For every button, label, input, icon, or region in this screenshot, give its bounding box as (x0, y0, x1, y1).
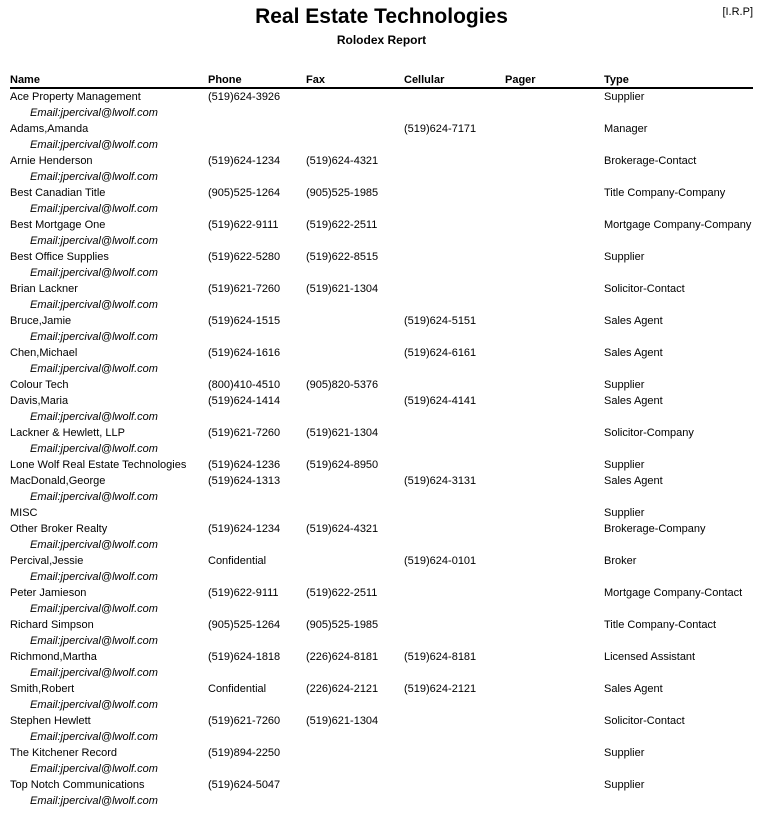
email-line: Email:jpercival@lwolf.com (30, 443, 158, 455)
name-cell: Best Mortgage One (10, 219, 106, 231)
fax-cell: (519)622-2511 (306, 219, 378, 231)
phone-cell: (519)624-1313 (208, 475, 281, 487)
phone-cell: (905)525-1264 (208, 619, 281, 631)
fax-cell: (519)621-1304 (306, 715, 379, 727)
type-cell: Supplier (604, 379, 645, 391)
phone-cell: (519)622-9111 (208, 587, 279, 599)
email-line: Email:jpercival@lwolf.com (30, 411, 158, 423)
column-header-fax: Fax (306, 74, 325, 86)
email-line: Email:jpercival@lwolf.com (30, 139, 158, 151)
email-line: Email:jpercival@lwolf.com (30, 667, 158, 679)
name-cell: Best Canadian Title (10, 187, 106, 199)
email-line: Email:jpercival@lwolf.com (30, 795, 158, 807)
cellular-cell: (519)624-3131 (404, 475, 477, 487)
table-row (0, 377, 763, 393)
table-header (10, 72, 753, 89)
table-row-email (0, 441, 763, 457)
name-cell: MISC (10, 507, 38, 519)
type-cell: Title Company-Contact (604, 619, 717, 631)
phone-cell: (519)894-2250 (208, 747, 281, 759)
email-line: Email:jpercival@lwolf.com (30, 363, 158, 375)
table-row (0, 521, 763, 537)
table-row-email (0, 761, 763, 777)
fax-cell: (905)525-1985 (306, 619, 379, 631)
type-cell: Brokerage-Contact (604, 155, 697, 167)
email-line: Email:jpercival@lwolf.com (30, 203, 158, 215)
table-row (0, 649, 763, 665)
table-row-email (0, 361, 763, 377)
fax-cell: (519)624-8950 (306, 459, 379, 471)
table-row-email (0, 137, 763, 153)
fax-cell: (226)624-2121 (306, 683, 379, 695)
fax-cell: (519)622-8515 (306, 251, 379, 263)
table-row (0, 505, 763, 521)
column-header-type: Type (604, 74, 629, 86)
phone-cell: (519)624-1234 (208, 523, 281, 535)
name-cell: MacDonald,George (10, 475, 106, 487)
table-row-email (0, 633, 763, 649)
type-cell: Solicitor-Contact (604, 283, 685, 295)
fax-cell: (519)624-4321 (306, 155, 379, 167)
table-row-email (0, 409, 763, 425)
table-row (0, 281, 763, 297)
name-cell: Chen,Michael (10, 347, 78, 359)
phone-cell: (519)624-1515 (208, 315, 281, 327)
table-row-email (0, 697, 763, 713)
email-line: Email:jpercival@lwolf.com (30, 763, 158, 775)
report-subtitle: Rolodex Report (336, 33, 427, 47)
name-cell: Bruce,Jamie (10, 315, 72, 327)
name-cell: Adams,Amanda (10, 123, 89, 135)
table-row-email (0, 169, 763, 185)
name-cell: Lone Wolf Real Estate Technologies (10, 459, 187, 471)
type-cell: Manager (604, 123, 648, 135)
name-cell: Davis,Maria (10, 395, 69, 407)
column-header-phone: Phone (208, 74, 242, 86)
table-row-email (0, 601, 763, 617)
table-row-email (0, 265, 763, 281)
cellular-cell: (519)624-5151 (404, 315, 477, 327)
table-row-email (0, 233, 763, 249)
report-corner-tag: [I.R.P] (722, 6, 753, 18)
table-row (0, 185, 763, 201)
table-row (0, 313, 763, 329)
table-row (0, 681, 763, 697)
name-cell: Brian Lackner (10, 283, 78, 295)
column-header-cellular: Cellular (404, 74, 445, 86)
cellular-cell: (519)624-2121 (404, 683, 477, 695)
table-row (0, 89, 763, 105)
name-cell: Peter Jamieson (10, 587, 87, 599)
fax-cell: (226)624-8181 (306, 651, 379, 663)
email-line: Email:jpercival@lwolf.com (30, 235, 158, 247)
type-cell: Broker (604, 555, 637, 567)
phone-cell: (519)624-1236 (208, 459, 281, 471)
table-row-email (0, 297, 763, 313)
table-row (0, 617, 763, 633)
type-cell: Mortgage Company-Contact (604, 587, 743, 599)
table-row-email (0, 105, 763, 121)
type-cell: Solicitor-Company (604, 427, 694, 439)
cellular-cell: (519)624-7171 (404, 123, 477, 135)
table-row-email (0, 201, 763, 217)
name-cell: Best Office Supplies (10, 251, 109, 263)
table-row-email (0, 537, 763, 553)
email-line: Email:jpercival@lwolf.com (30, 299, 158, 311)
table-row (0, 393, 763, 409)
cellular-cell: (519)624-6161 (404, 347, 477, 359)
type-cell: Sales Agent (604, 475, 663, 487)
phone-cell: Confidential (208, 683, 267, 695)
table-row (0, 777, 763, 793)
phone-cell: (519)621-7260 (208, 427, 281, 439)
email-line: Email:jpercival@lwolf.com (30, 571, 158, 583)
type-cell: Supplier (604, 507, 645, 519)
table-row-email (0, 569, 763, 585)
email-line: Email:jpercival@lwolf.com (30, 731, 158, 743)
email-line: Email:jpercival@lwolf.com (30, 603, 158, 615)
email-line: Email:jpercival@lwolf.com (30, 699, 158, 711)
type-cell: Supplier (604, 91, 645, 103)
phone-cell: (519)624-1414 (208, 395, 281, 407)
type-cell: Supplier (604, 251, 645, 263)
table-row (0, 249, 763, 265)
table-row (0, 713, 763, 729)
email-line: Email:jpercival@lwolf.com (30, 635, 158, 647)
table-row-email (0, 489, 763, 505)
table-row (0, 425, 763, 441)
fax-cell: (519)622-2511 (306, 587, 378, 599)
name-cell: Top Notch Communications (10, 779, 145, 791)
phone-cell: Confidential (208, 555, 267, 567)
type-cell: Supplier (604, 459, 645, 471)
fax-cell: (905)525-1985 (306, 187, 379, 199)
fax-cell: (519)624-4321 (306, 523, 379, 535)
table-row (0, 217, 763, 233)
phone-cell: (519)621-7260 (208, 283, 281, 295)
table-row (0, 345, 763, 361)
table-row (0, 473, 763, 489)
type-cell: Sales Agent (604, 347, 663, 359)
type-cell: Supplier (604, 747, 645, 759)
email-line: Email:jpercival@lwolf.com (30, 331, 158, 343)
name-cell: Stephen Hewlett (10, 715, 91, 727)
cellular-cell: (519)624-4141 (404, 395, 477, 407)
phone-cell: (519)624-5047 (208, 779, 281, 791)
email-line: Email:jpercival@lwolf.com (30, 539, 158, 551)
email-line: Email:jpercival@lwolf.com (30, 107, 158, 119)
report-title: Real Estate Technologies (255, 5, 508, 28)
type-cell: Sales Agent (604, 315, 663, 327)
table-row-email (0, 793, 763, 809)
name-cell: Richmond,Martha (10, 651, 97, 663)
name-cell: Smith,Robert (10, 683, 75, 695)
table-row (0, 457, 763, 473)
phone-cell: (800)410-4510 (208, 379, 281, 391)
name-cell: Lackner & Hewlett, LLP (10, 427, 125, 439)
table-row (0, 553, 763, 569)
column-header-name: Name (10, 74, 40, 86)
table-body (0, 89, 763, 809)
table-row (0, 585, 763, 601)
table-row (0, 121, 763, 137)
type-cell: Solicitor-Contact (604, 715, 685, 727)
type-cell: Sales Agent (604, 395, 663, 407)
phone-cell: (519)622-5280 (208, 251, 281, 263)
type-cell: Licensed Assistant (604, 651, 696, 663)
phone-cell: (519)624-1616 (208, 347, 281, 359)
table-row (0, 153, 763, 169)
name-cell: Richard Simpson (10, 619, 94, 631)
name-cell: Arnie Henderson (10, 155, 93, 167)
cellular-cell: (519)624-8181 (404, 651, 477, 663)
email-line: Email:jpercival@lwolf.com (30, 267, 158, 279)
phone-cell: (905)525-1264 (208, 187, 281, 199)
type-cell: Supplier (604, 779, 645, 791)
name-cell: Percival,Jessie (10, 555, 84, 567)
name-cell: The Kitchener Record (10, 747, 117, 759)
table-row-email (0, 729, 763, 745)
fax-cell: (905)820-5376 (306, 379, 379, 391)
fax-cell: (519)621-1304 (306, 283, 379, 295)
type-cell: Sales Agent (604, 683, 663, 695)
type-cell: Brokerage-Company (604, 523, 706, 535)
name-cell: Other Broker Realty (10, 523, 108, 535)
cellular-cell: (519)624-0101 (404, 555, 477, 567)
phone-cell: (519)621-7260 (208, 715, 281, 727)
table-row-email (0, 329, 763, 345)
table-row-email (0, 665, 763, 681)
name-cell: Ace Property Management (10, 91, 141, 103)
email-line: Email:jpercival@lwolf.com (30, 491, 158, 503)
column-header-pager: Pager (505, 74, 536, 86)
name-cell: Colour Tech (10, 379, 69, 391)
fax-cell: (519)621-1304 (306, 427, 379, 439)
phone-cell: (519)624-1818 (208, 651, 281, 663)
type-cell: Title Company-Company (604, 187, 726, 199)
phone-cell: (519)624-1234 (208, 155, 281, 167)
phone-cell: (519)622-9111 (208, 219, 279, 231)
table-row (0, 745, 763, 761)
type-cell: Mortgage Company-Company (604, 219, 752, 231)
email-line: Email:jpercival@lwolf.com (30, 171, 158, 183)
phone-cell: (519)624-3926 (208, 91, 281, 103)
